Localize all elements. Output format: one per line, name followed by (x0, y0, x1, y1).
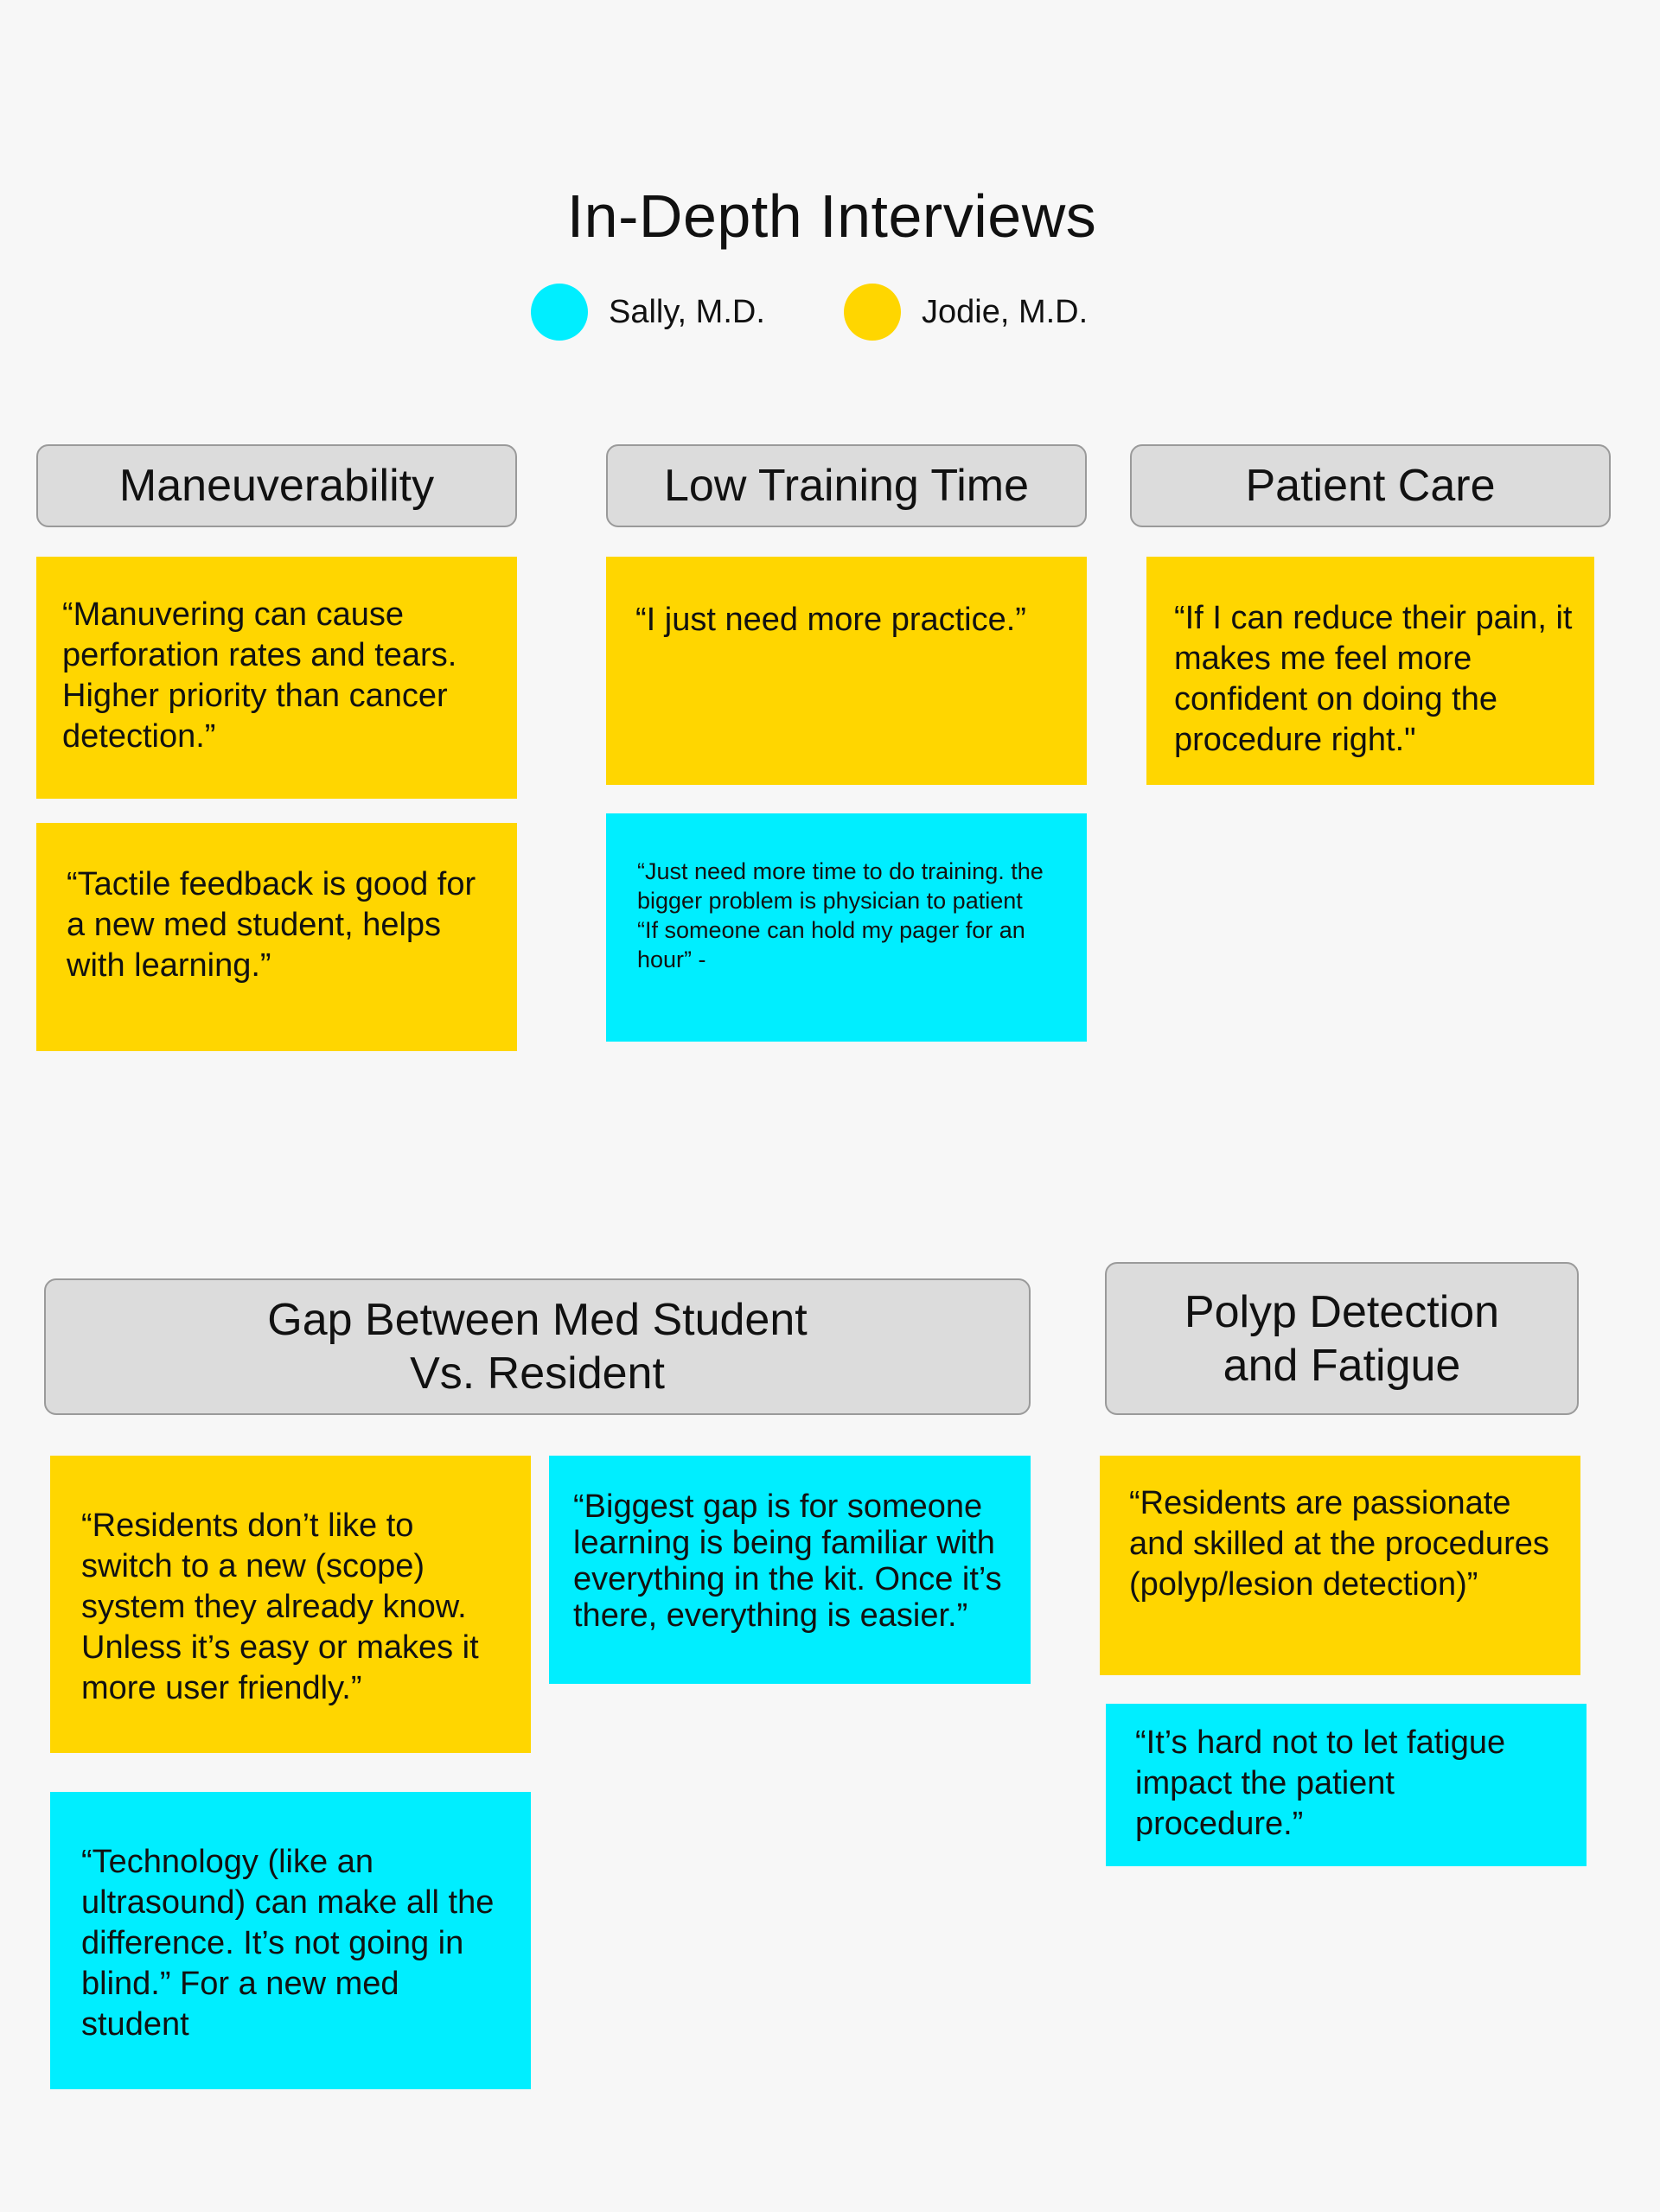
header-label: Maneuverability (118, 461, 435, 511)
note-text: “Technology (like an ultrasound) can make all the difference. It’s not going in blind.” For a new med student (81, 1844, 495, 2043)
note-text: “Manuvering can cause perforation rates and tears. Higher priority than cancer detection.” (62, 596, 457, 755)
header-label: Vs. Resident (410, 1348, 665, 1399)
note-text: “Residents are passionate and skilled at the procedures (polyp/lesion detection)” (1129, 1485, 1549, 1603)
header-polyp-detection-fatigue (1105, 1262, 1579, 1415)
note-text: “If someone can hold my pager for an hour” - (637, 917, 1025, 972)
note-passionate (1100, 1456, 1580, 1675)
note-pain (1146, 557, 1594, 785)
header-gap-med-student-resident (44, 1278, 1031, 1415)
sally-color-dot (531, 284, 588, 341)
note-residents-switch (50, 1456, 531, 1753)
note-text: “If I can reduce their pain, it makes me feel more confident on doing the procedure right." (1174, 600, 1573, 758)
note-maneuvering (36, 557, 517, 799)
page-title: In-Depth Interviews (566, 182, 1097, 250)
header-label: and Fatigue (1223, 1340, 1461, 1391)
note-text: “Residents don’t like to switch to a new (scope) system they already know. Unless it’s easy or makes it more user friendly.” (81, 1508, 479, 1706)
header-patient-care (1130, 444, 1611, 527)
note-text: “I just need more practice.” (635, 602, 1026, 638)
note-tactile (36, 823, 517, 1051)
legend-label-sally: Sally, M.D. (609, 293, 765, 330)
header-label: Polyp Detection (1184, 1286, 1500, 1337)
header-label: Low Training Time (664, 461, 1029, 511)
header-low-training-time (606, 444, 1087, 527)
legend-item-jodie (844, 282, 1088, 342)
note-text: “It’s hard not to let fatigue impact the patient procedure.” (1135, 1724, 1506, 1842)
note-text: “Biggest gap is for someone learning is being familiar with everything in the kit. Once it’s there, everything is easier.” (573, 1488, 1002, 1634)
header-label: Patient Care (1245, 461, 1496, 511)
note-practice (606, 557, 1087, 785)
legend-label-jodie: Jodie, M.D. (922, 293, 1089, 330)
header-maneuverability (36, 444, 517, 527)
note-text: “Tactile feedback is good for a new med student, helps with learning.” (67, 866, 476, 984)
legend-item-sally (531, 282, 765, 342)
header-label: Gap Between Med Student (267, 1295, 808, 1345)
jodie-color-dot (844, 284, 901, 341)
note-text: “Just need more time to do training. the bigger problem is physician to patient (637, 858, 1044, 914)
note-fatigue (1106, 1704, 1587, 1866)
note-biggest-gap (549, 1456, 1031, 1684)
note-training-time (606, 813, 1087, 1042)
note-technology (50, 1792, 531, 2089)
